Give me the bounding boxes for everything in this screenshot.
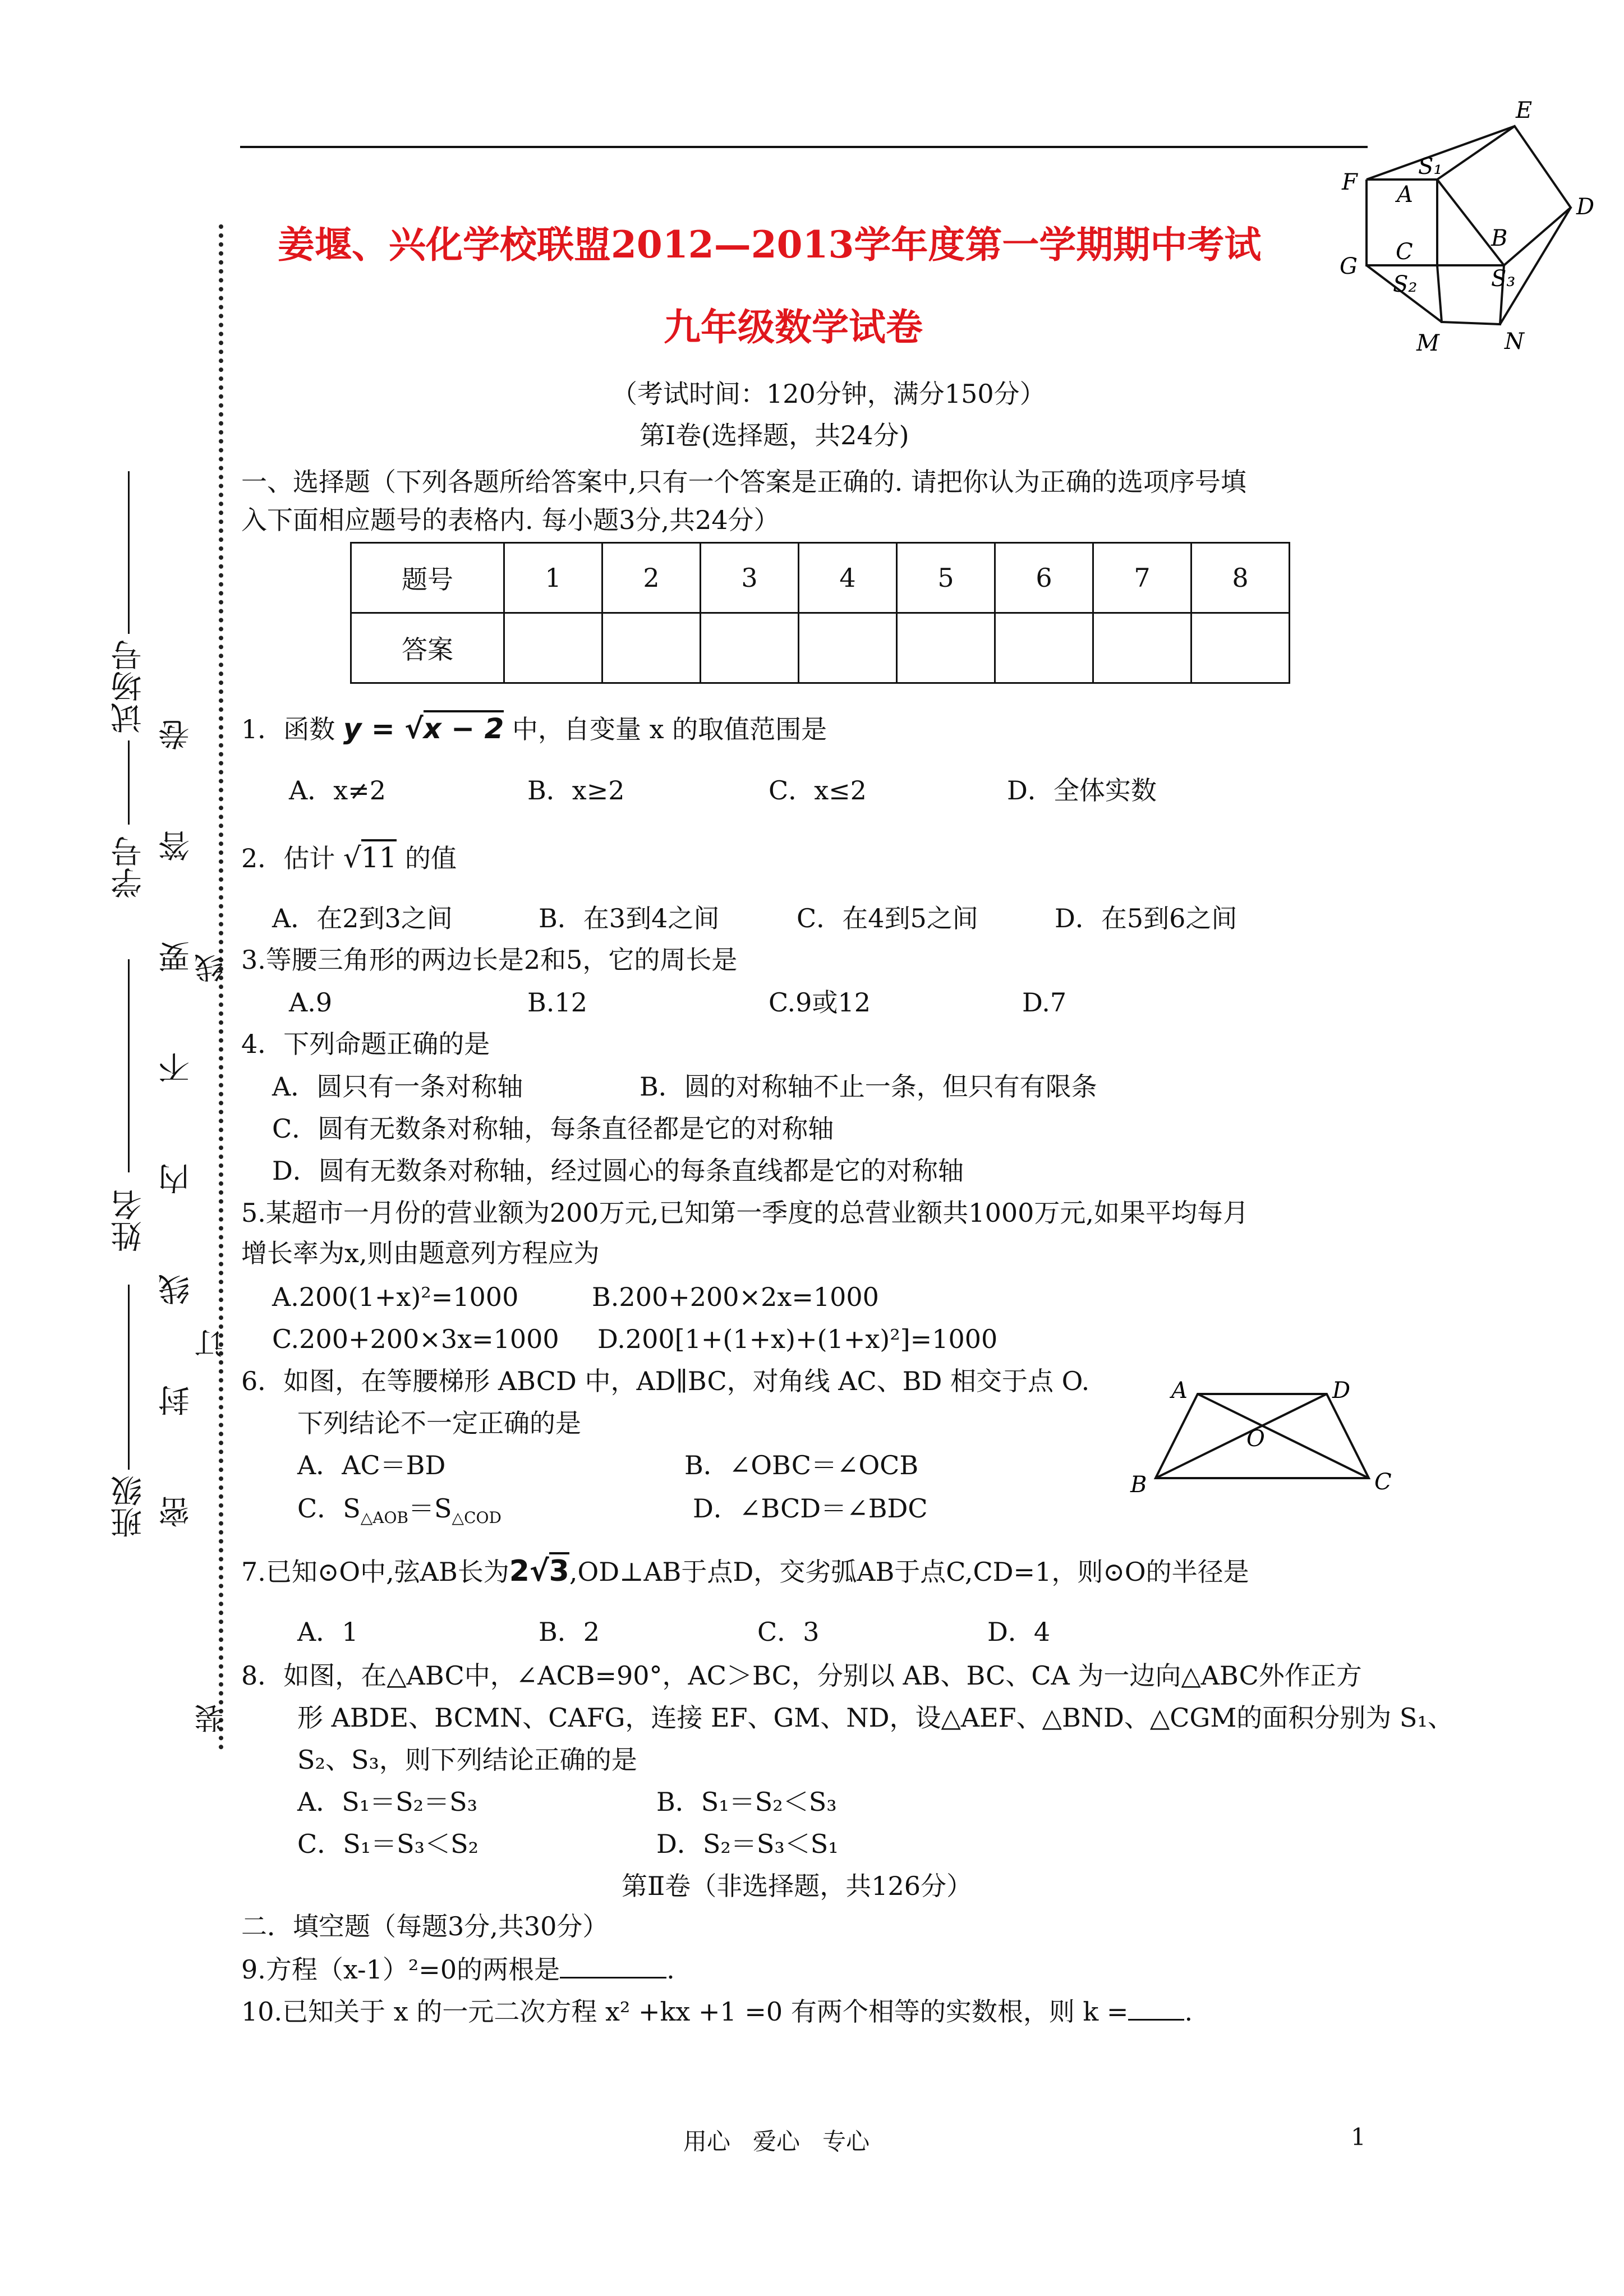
q8-option-a: A．S₁＝S₂＝S₃ (297, 1787, 478, 1817)
q7-radical: 2√3 (509, 1552, 569, 1588)
q1-option-b: B．x≥2 (527, 775, 625, 806)
student-no-label: 学号 (111, 836, 147, 899)
answer-table-header-label: 题号 (351, 543, 504, 613)
name-label: 姓名 (111, 1189, 147, 1252)
paper-title: 九年级数学试卷 (664, 305, 923, 349)
q6-option-c-main: C．S (297, 1493, 361, 1524)
q6-figure-diagonal-ac (1198, 1394, 1369, 1478)
q8-figure-label-a: A (1397, 182, 1413, 208)
class-line (128, 1285, 130, 1470)
q8-option-d: D．S₂＝S₃＜S₁ (656, 1829, 839, 1859)
question-8-line2: 形 ABDE、BCMN、CAFG，连接 EF、GM、ND，设△AEF、△BND、△CGM的面积分别为 S₁、 (297, 1703, 1453, 1733)
q6-option-c-sub2: △COD (452, 1508, 502, 1527)
answer-table-number: 5 (897, 543, 995, 613)
question-5-line2: 增长率为x,则由题意列方程应为 (241, 1238, 600, 1268)
q8-option-b: B．S₁＝S₂＜S₃ (656, 1787, 837, 1817)
class-label: 班级 (111, 1475, 147, 1538)
q1-formula-eq: = (361, 712, 405, 745)
q6-figure-label-a: A (1171, 1378, 1188, 1404)
q4-option-d: D．圆有无数条对称轴，经过圆心的每条直线都是它的对称轴 (272, 1156, 964, 1186)
answer-table-answer-row (351, 613, 1290, 683)
question-9 (241, 1952, 675, 1986)
q1-prefix: 1．函数 (241, 714, 335, 744)
part2-title: 第Ⅱ卷（非选择题，共126分） (622, 1871, 973, 1901)
answer-table-number: 4 (799, 543, 897, 613)
q6-figure-diagonal-bd (1156, 1394, 1327, 1478)
q7-option-d: D．4 (987, 1617, 1051, 1647)
q5-option-c: C.200+200×3x=1000 (272, 1324, 559, 1354)
q2-option-b: B．在3到4之间 (539, 903, 720, 933)
answer-cell[interactable] (1093, 613, 1191, 683)
q7-option-a: A．1 (297, 1617, 358, 1647)
question-2 (241, 841, 457, 875)
q2-radicand: 11 (361, 839, 397, 874)
q1-option-a: A．x≠2 (289, 775, 386, 806)
q2-option-c: C．在4到5之间 (797, 903, 978, 933)
answer-table-number: 8 (1191, 543, 1290, 613)
q6-option-c (297, 1492, 502, 1534)
q7-suffix: ,OD⊥AB于点D，交劣弧AB于点C,CD=1，则⊙O的半径是 (569, 1557, 1249, 1587)
q1-suffix: 中，自变量 x 的取值范围是 (512, 714, 827, 744)
q3-option-c: C.9或12 (769, 987, 871, 1018)
question-6-line1: 6．如图，在等腰梯形 ABCD 中，AD∥BC，对角线 AC、BD 相交于点 O. (241, 1366, 1090, 1396)
question-8-line1: 8．如图，在△ABC中，∠ACB=90°，AC＞BC，分别以 AB、BC、CA 为一边向△ABC外作正方 (241, 1660, 1362, 1691)
q10-blank[interactable] (1128, 1994, 1184, 2021)
q8-figure-label-s2: S₂ (1393, 272, 1418, 297)
q5-option-b: B.200+200×2x=1000 (592, 1282, 879, 1312)
q1-formula-lhs: y (343, 712, 362, 745)
q7-radicand: 3 (549, 1552, 569, 1588)
question-3: 3.等腰三角形的两边长是2和5，它的周长是 (241, 945, 738, 975)
q1-option-d: D．全体实数 (1007, 775, 1157, 806)
answer-cell[interactable] (1191, 613, 1290, 683)
part1-title: 第Ⅰ卷(选择题，共24分) (640, 420, 909, 450)
answer-table-number: 7 (1093, 543, 1191, 613)
q5-option-a: A.200(1+x)²=1000 (272, 1282, 519, 1312)
q6-option-c-sub1: △AOB (360, 1508, 409, 1527)
q3-option-b: B.12 (527, 987, 587, 1018)
section1-intro-line2: 入下面相应题号的表格内. 每小题3分,共24分） (241, 505, 780, 535)
q7-option-b: B．2 (539, 1617, 600, 1647)
question-10 (241, 1994, 1193, 2028)
q9-suffix: . (666, 1954, 675, 1985)
q2-suffix: 的值 (405, 843, 457, 873)
q6-figure-label-o: O (1246, 1426, 1265, 1452)
answer-table-number: 1 (504, 543, 602, 613)
q5-option-d: D.200[1+(1+x)+(1+x)²]=1000 (597, 1324, 998, 1354)
q4-option-b: B．圆的对称轴不止一条，但只有有限条 (640, 1071, 1097, 1102)
q6-figure-label-d: D (1332, 1378, 1351, 1404)
q2-prefix: 2．估计 (241, 843, 335, 873)
exam-title: 姜堰、兴化学校联盟2012—2013学年度第一学期期中考试 (278, 223, 1262, 266)
q8-option-c: C．S₁＝S₃＜S₂ (297, 1829, 479, 1859)
q3-option-d: D.7 (1022, 987, 1067, 1018)
footer-motto: 用心 爱心 专心 (683, 2128, 870, 2155)
question-6-line2: 下列结论不一定正确的是 (297, 1408, 581, 1438)
q8-figure-label-s3: S₃ (1491, 266, 1516, 292)
question-4: 4．下列命题正确的是 (241, 1029, 490, 1059)
answer-cell[interactable] (995, 613, 1093, 683)
q6-option-c-eq: ＝S (408, 1493, 452, 1524)
q6-option-a: A．AC＝BD (297, 1450, 446, 1480)
answer-table (350, 542, 1290, 684)
q3-option-a: A.9 (289, 987, 333, 1018)
q8-figure-label-d: D (1576, 194, 1595, 220)
page-number: 1 (1351, 2123, 1366, 2151)
q8-figure-label-m: M (1416, 330, 1439, 356)
q4-option-a: A．圆只有一条对称轴 (272, 1071, 523, 1102)
answer-cell[interactable] (602, 613, 701, 683)
answer-table-number: 3 (701, 543, 799, 613)
q8-figure (1313, 95, 1618, 365)
q8-figure-label-g: G (1340, 254, 1358, 279)
q6-figure (1122, 1369, 1414, 1503)
answer-table-number: 6 (995, 543, 1093, 613)
section1-intro-line1: 一、选择题（下列各题所给答案中,只有一个答案是正确的. 请把你认为正确的选项序号填 (241, 467, 1246, 497)
q6-option-d: D．∠BCD＝∠BDC (693, 1493, 928, 1524)
q10-prefix: 10.已知关于 x 的一元二次方程 x² +kx +1 =0 有两个相等的实数根，则 k = (241, 1996, 1129, 2027)
q4-option-c: C．圆有无数条对称轴，每条直径都是它的对称轴 (272, 1114, 834, 1144)
q8-figure-label-e: E (1516, 98, 1533, 123)
name-line (128, 959, 130, 1172)
q6-figure-label-b: B (1130, 1472, 1147, 1498)
q8-figure-line-ab (1437, 180, 1504, 265)
q2-option-d: D．在5到6之间 (1055, 903, 1237, 933)
answer-table-header-row (351, 543, 1290, 613)
q2-option-a: A．在2到3之间 (272, 903, 453, 933)
question-1 (241, 712, 827, 746)
question-7 (241, 1555, 1249, 1588)
q7-coef: 2 (509, 1554, 530, 1588)
room-no-label: 试场号 (111, 639, 147, 734)
q9-blank[interactable] (560, 1952, 666, 1978)
answer-table-answer-label: 答案 (351, 613, 504, 683)
section2-title: 二．填空题（每题3分,共30分） (241, 1911, 609, 1941)
seal-notice: 密 封 线 内 不 要 答 卷 (158, 684, 195, 1527)
binding-notice: 装 订 线 (195, 785, 229, 1733)
answer-cell[interactable] (897, 613, 995, 683)
q6-option-b: B．∠OBC＝∠OCB (684, 1450, 919, 1480)
binding-margin (84, 471, 229, 1733)
q8-figure-label-s1: S₁ (1418, 154, 1443, 180)
answer-table-number: 2 (602, 543, 701, 613)
answer-cell[interactable] (799, 613, 897, 683)
room-no-line (128, 471, 130, 634)
q1-formula-radicand: x − 2 (424, 710, 504, 745)
q1-formula: y = √x − 2 (343, 710, 504, 745)
q7-prefix: 7.已知⊙O中,弦AB长为 (241, 1557, 509, 1587)
q8-figure-label-f: F (1342, 169, 1358, 195)
q6-figure-label-c: C (1374, 1469, 1392, 1495)
question-8-line3: S₂、S₃，则下列结论正确的是 (297, 1745, 637, 1775)
answer-cell[interactable] (701, 613, 799, 683)
answer-cell[interactable] (504, 613, 602, 683)
q7-option-c: C．3 (757, 1617, 820, 1647)
exam-info: （考试时间：120分钟，满分150分） (611, 379, 1046, 409)
q8-figure-label-n: N (1505, 329, 1524, 355)
q1-option-c: C．x≤2 (769, 775, 867, 806)
q2-radical: √11 (343, 839, 397, 874)
header-rule (240, 146, 1368, 148)
question-5-line1: 5.某超市一月份的营业额为200万元,已知第一季度的总营业额共1000万元,如果平均每月 (241, 1198, 1249, 1228)
q8-figure-label-b: B (1491, 226, 1508, 251)
q8-figure-label-c: C (1396, 239, 1413, 265)
q10-suffix: . (1184, 1996, 1193, 2027)
q9-prefix: 9.方程（x-1）²=0的两根是 (241, 1954, 560, 1985)
student-no-line (128, 740, 130, 825)
